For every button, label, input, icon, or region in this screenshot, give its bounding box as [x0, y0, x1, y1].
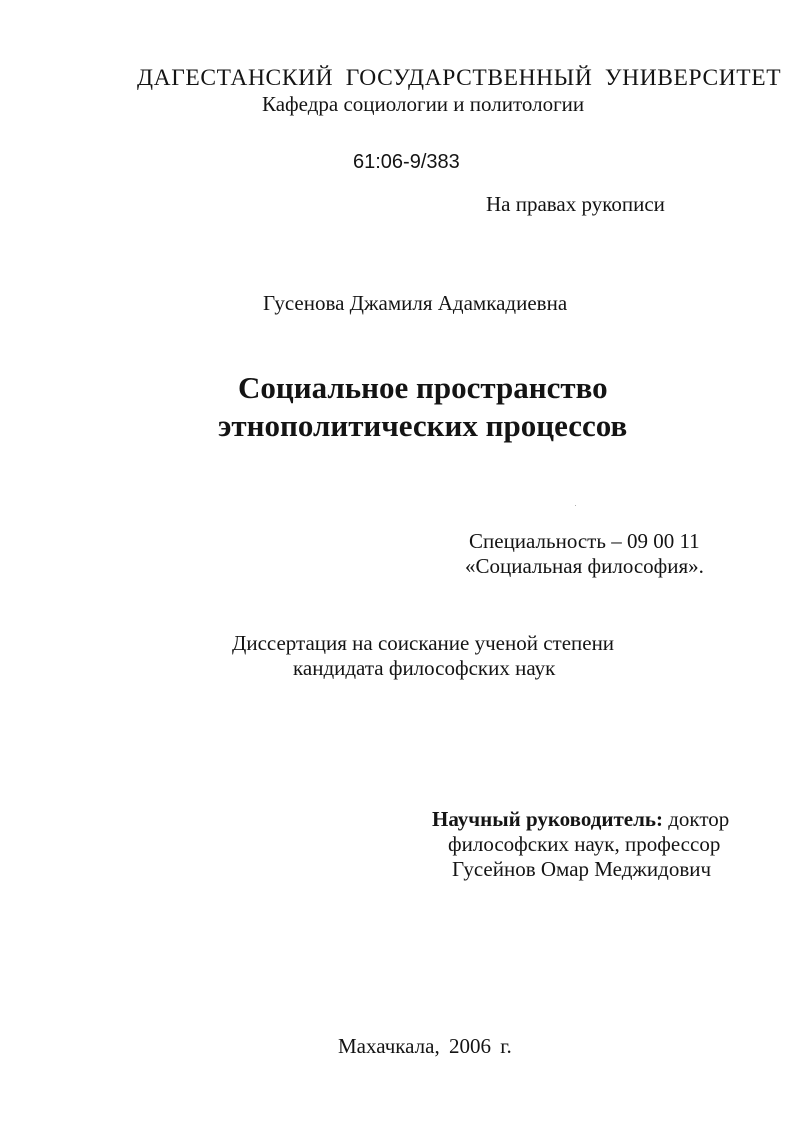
author-name: Гусенова Джамиля Адамкадиевна: [263, 291, 568, 315]
university-name: ДАГЕСТАНСКИЙ ГОСУДАРСТВЕННЫЙ УНИВЕРСИТЕТ: [137, 65, 782, 91]
specialty-name: «Социальная философия».: [465, 554, 704, 578]
supervisor-label: Научный руководитель:: [432, 807, 663, 831]
dissertation-title-line-2: этнополитических процессов: [218, 408, 628, 443]
specialty-code: Специальность – 09 00 11: [469, 529, 700, 553]
supervisor-heading: [432, 809, 729, 830]
degree-statement-line-1: Диссертация на соискание ученой степени: [232, 631, 615, 655]
catalog-code: 61:06-9/383: [353, 151, 460, 173]
department-name: Кафедра социологии и политологии: [262, 92, 585, 116]
supervisor-name: Гусейнов Омар Меджидович: [452, 857, 712, 881]
city-and-year: Махачкала, 2006 г.: [338, 1034, 512, 1058]
scan-speck: [575, 505, 576, 506]
supervisor-degree-start: доктор: [663, 807, 730, 831]
degree-statement-line-2: кандидата философских наук: [293, 656, 556, 680]
supervisor-rank: философских наук, профессор: [448, 832, 721, 856]
dissertation-title-line-1: Социальное пространство: [238, 370, 608, 405]
manuscript-note: На правах рукописи: [486, 192, 665, 216]
